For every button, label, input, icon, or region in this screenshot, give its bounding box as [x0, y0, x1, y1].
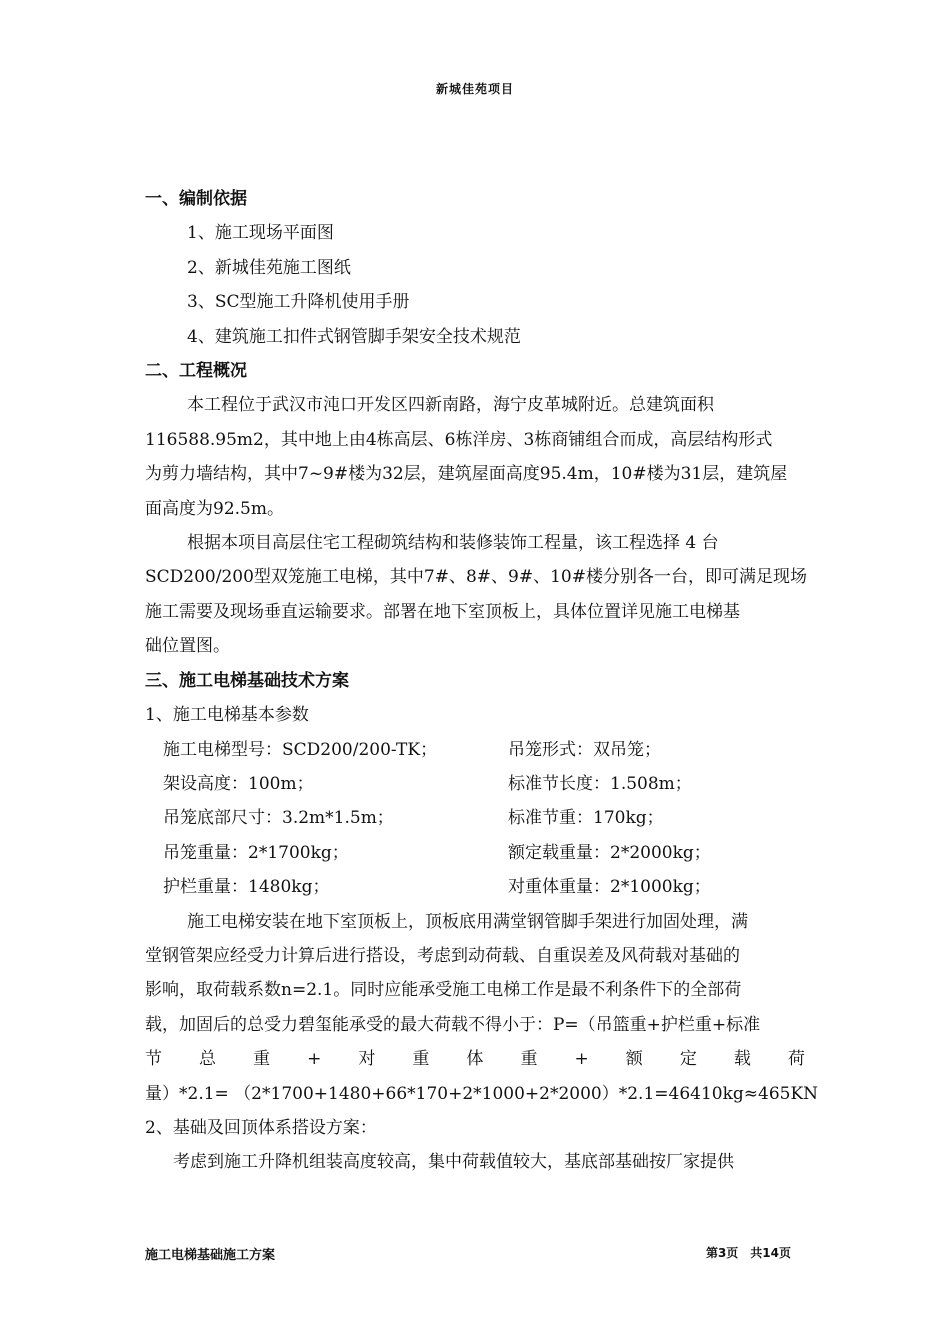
list-item: 1、施工现场平面图	[187, 223, 334, 244]
spread-char: 重	[412, 1049, 430, 1070]
justified-formula-line	[145, 1042, 805, 1076]
paragraph-line: 础位置图。	[145, 636, 230, 657]
subsection-heading: 2、基础及回顶体系搭设方案：	[145, 1117, 377, 1138]
footer-title: 施工电梯基础施工方案	[145, 1248, 276, 1263]
spread-char: 载	[733, 1049, 751, 1070]
spread-char: 体	[466, 1049, 484, 1070]
param-row	[145, 767, 805, 801]
param-left: 吊笼重量：2*1700kg；	[163, 842, 349, 863]
paragraph-line: 施工需要及现场垂直运输要求。部署在地下室顶板上，具体位置详见施工电梯基	[145, 601, 740, 622]
spread-char: +	[307, 1049, 322, 1070]
spread-char: 荷	[787, 1049, 805, 1070]
param-left: 架设高度：100m；	[163, 773, 314, 794]
param-right: 额定载重量：2*2000kg；	[508, 842, 711, 863]
paragraph-line: 载，加固后的总受力碧玺能承受的最大荷载不得小于：P=（吊篮重+护栏重+标准	[145, 1014, 761, 1035]
param-right: 对重体重量：2*1000kg；	[508, 877, 711, 898]
param-row	[145, 733, 805, 767]
spread-char: 额	[625, 1049, 643, 1070]
section-heading-overview: 二、工程概况	[145, 361, 247, 382]
paragraph-line: 根据本项目高层住宅工程砌筑结构和装修装饰工程量，该工程选择 4 台	[187, 533, 719, 554]
param-row	[145, 870, 805, 904]
paragraph-line: 116588.95m2，其中地上由4栋高层、6栋洋房、3栋商铺组合而成，高层结构形式	[145, 429, 773, 450]
page-header: 新城佳苑项目	[435, 82, 514, 96]
section-heading-plan: 三、施工电梯基础技术方案	[145, 670, 349, 691]
param-left: 吊笼底部尺寸：3.2m*1.5m；	[163, 808, 394, 829]
formula-line: 量）*2.1= （2*1700+1480+66*170+2*1000+2*2000）*2.1=46410kg≈465KN	[145, 1083, 819, 1104]
param-right: 标准节长度：1.508m；	[508, 773, 692, 794]
spread-char: 总	[199, 1049, 217, 1070]
paragraph-line: 考虑到施工升降机组装高度较高，集中荷载值较大，基底部基础按厂家提供	[173, 1152, 734, 1173]
paragraph-line: SCD200/200型双笼施工电梯，其中7#、8#、9#、10#楼分别各一台，即可满足现场	[145, 567, 807, 588]
subsection-heading: 1、施工电梯基本参数	[145, 705, 309, 726]
param-right: 标准节重：170kg；	[508, 808, 664, 829]
param-row	[145, 836, 805, 870]
spread-char: 对	[358, 1049, 376, 1070]
paragraph-line: 为剪力墙结构，其中7~9#楼为32层，建筑屋面高度95.4m，10#楼为31层，建筑屋	[145, 464, 788, 485]
spread-char: 重	[520, 1049, 538, 1070]
paragraph-line: 本工程位于武汉市沌口开发区四新南路，海宁皮革城附近。总建筑面积	[187, 395, 714, 416]
spread-char: 节	[145, 1049, 162, 1070]
param-left: 护栏重量：1480kg；	[163, 877, 330, 898]
param-right: 吊笼形式：双吊笼；	[508, 739, 661, 760]
paragraph-line: 堂钢管架应经受力计算后进行搭设，考虑到动荷载、自重误差及风荷载对基础的	[145, 945, 740, 966]
paragraph-line: 影响，取荷载系数n=2.1。同时应能承受施工电梯工作是最不利条件下的全部荷	[145, 980, 742, 1001]
paragraph-line: 面高度为92.5m。	[145, 498, 284, 519]
spread-char: 定	[679, 1049, 697, 1070]
document-body	[145, 182, 819, 1180]
list-item: 4、建筑施工扣件式钢管脚手架安全技术规范	[187, 326, 521, 347]
list-item: 3、SC型施工升降机使用手册	[187, 292, 410, 313]
paragraph-line: 施工电梯安装在地下室顶板上，顶板底用满堂钢管脚手架进行加固处理，满	[187, 911, 748, 932]
list-item: 2、新城佳苑施工图纸	[187, 257, 351, 278]
spread-char: 重	[253, 1049, 271, 1070]
spread-char: +	[574, 1049, 589, 1070]
page-footer	[145, 1244, 805, 1268]
param-row	[145, 801, 805, 835]
page-number: 第3页 共14页	[705, 1246, 791, 1260]
param-left: 施工电梯型号：SCD200/200-TK；	[163, 739, 438, 760]
section-heading-basis: 一、编制依据	[145, 189, 247, 209]
